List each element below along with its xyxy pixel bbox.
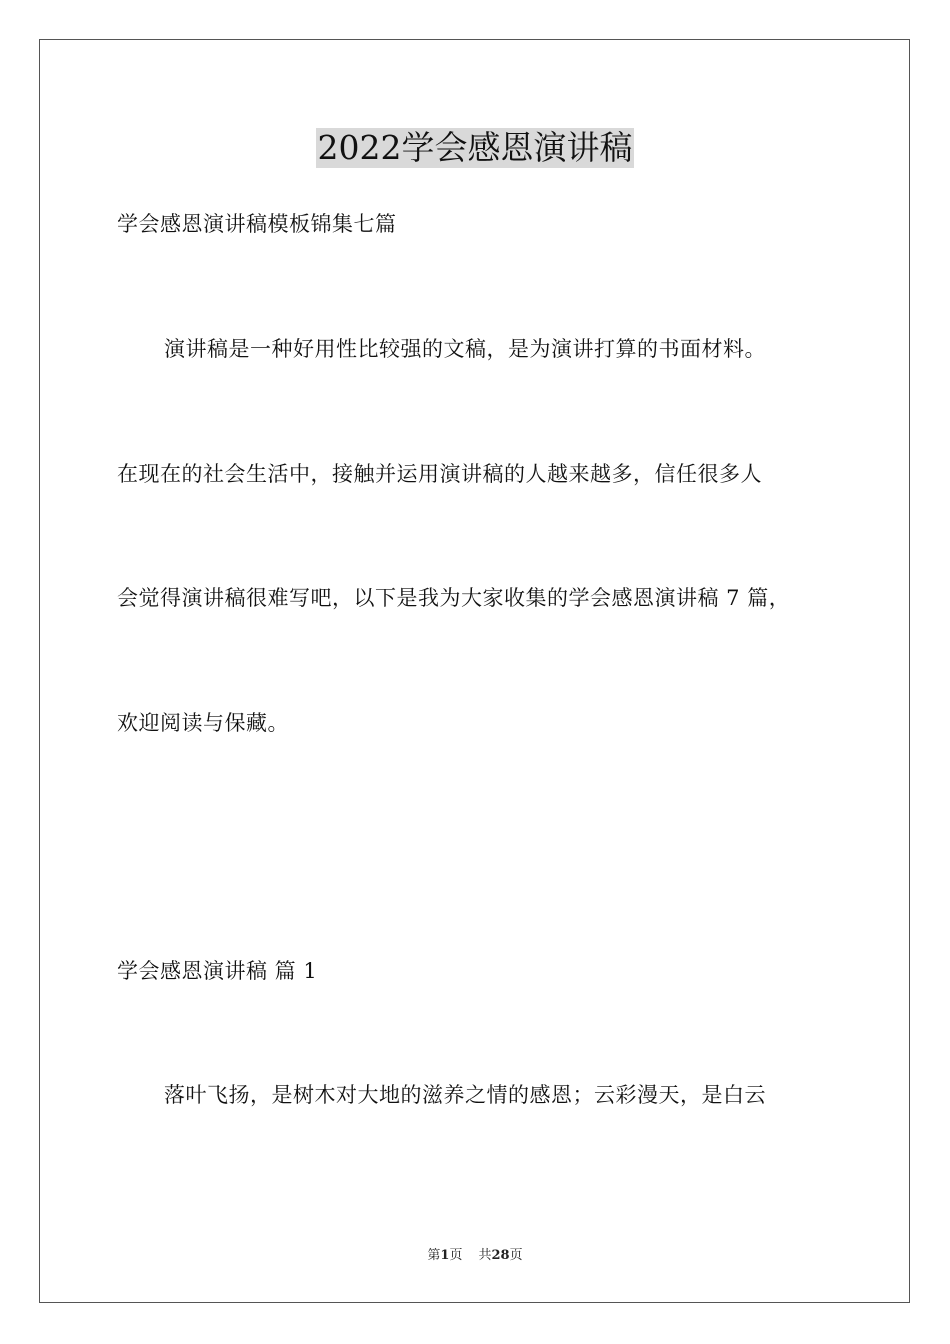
- intro-line-1: 演讲稿是一种好用性比较强的文稿，是为演讲打算的书面材料。: [164, 337, 766, 361]
- total-suffix: 页: [509, 1248, 523, 1263]
- section-heading: 学会感恩演讲稿 篇 1: [117, 959, 318, 983]
- page-suffix: 页: [449, 1248, 463, 1263]
- intro-line-3: 会觉得演讲稿很难写吧，以下是我为大家收集的学会感恩演讲稿 7 篇，: [117, 586, 791, 610]
- intro-line-2: 在现在的社会生活中，接触并运用演讲稿的人越来越多，信任很多人: [117, 462, 762, 486]
- document-title: 2022学会感恩演讲稿: [317, 128, 633, 167]
- document-subtitle: 学会感恩演讲稿模板锦集七篇: [117, 212, 397, 236]
- section-first-line: 落叶飞扬，是树木对大地的滋养之情的感恩；云彩漫天，是白云: [164, 1083, 766, 1107]
- page-prefix: 第: [427, 1248, 441, 1263]
- total-prefix: 共: [478, 1248, 492, 1263]
- title-container: [0, 128, 950, 168]
- intro-line-4: 欢迎阅读与保藏。: [117, 711, 289, 735]
- page-footer: [0, 1248, 950, 1264]
- page-number: 1: [440, 1248, 450, 1263]
- total-pages: 28: [491, 1248, 510, 1263]
